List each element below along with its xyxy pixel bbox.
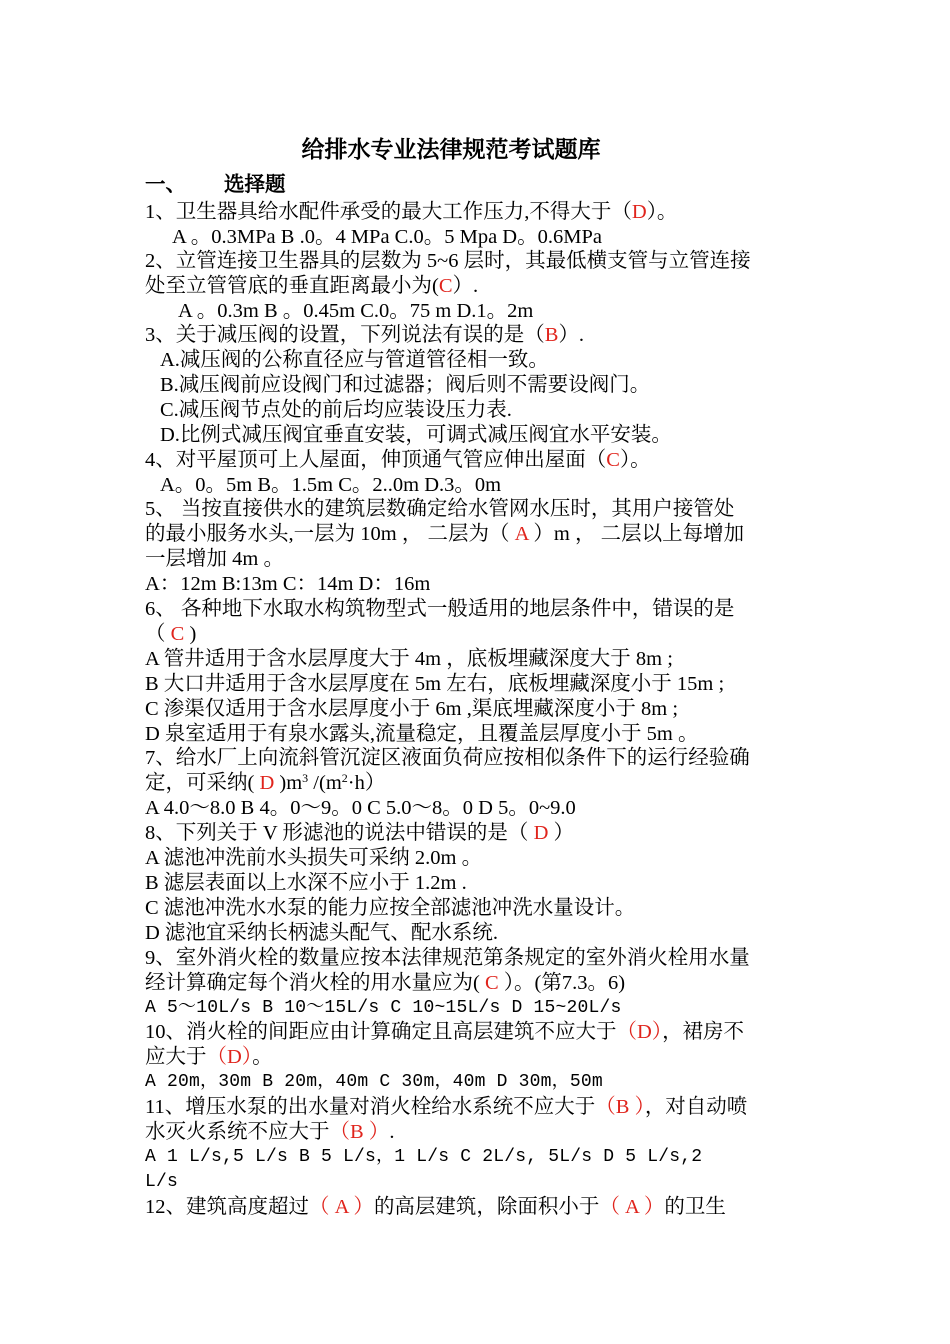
text-line — [145, 971, 625, 996]
text-line — [145, 200, 677, 225]
text-line — [145, 1070, 603, 1095]
text-line — [145, 746, 750, 771]
line-text: A.减压阀的公称直径应与管道管径相一致。 — [160, 349, 549, 371]
text-line — [145, 672, 724, 697]
line-text: ·h） — [347, 772, 386, 794]
line-text: )m — [274, 772, 303, 794]
line-text: A。0。5m B。1.5m C。2..0m D.3。0m — [160, 474, 502, 496]
text-line — [145, 497, 734, 522]
line-text: 10、消火栓的间距应由计算确定且高层建筑不应大于 — [145, 1021, 617, 1043]
line-text: 水灭火系统不应大于 — [145, 1121, 330, 1143]
line-text: A 。0.3m B 。0.45m C.0。75 m D.1。2m — [178, 300, 534, 322]
line-text: 1、卫生器具给水配件承受的最大工作压力,不得大于（ — [145, 201, 632, 223]
line-text: ，对自动喷 — [644, 1096, 748, 1118]
line-text: 5、 当按直接供水的建筑层数确定给水管网水压时，其用户接管处 — [145, 498, 735, 520]
line-text: ）m ， 二层以上每增加 — [528, 523, 745, 545]
line-text: D.比例式减压阀宜垂直安装，可调式减压阀宜水平安装。 — [160, 424, 672, 446]
line-text: ) — [184, 623, 197, 645]
answer-mark: B — [544, 324, 559, 346]
line-text: 的最小服务水头,一层为 10m ， 二层为（ — [145, 523, 515, 545]
text-line — [145, 796, 576, 821]
line-text: B 大口井适用于含水层厚度在 5m 左右，底板埋藏深度小于 15m ; — [145, 673, 725, 695]
text-line — [145, 722, 699, 747]
document-title: 给排水专业法律规范考试题库 — [301, 137, 601, 162]
line-text: A 20m，30m B 20m，40m C 30m，40m D 30m，50m — [145, 1072, 603, 1092]
text-line — [145, 1145, 702, 1170]
text-line — [178, 299, 533, 324]
text-line — [145, 547, 284, 572]
line-text: A 4.0～8.0 B 4。0～9。0 C 5.0～8。0 D 5。0~9.0 — [145, 797, 576, 819]
line-text: . — [389, 1121, 395, 1143]
text-line — [145, 1120, 394, 1145]
line-text: C 滤池冲洗水水泵的能力应按全部滤池冲洗水量设计。 — [145, 897, 636, 919]
line-text: 经计算确定每个消火栓的用水量应为( — [145, 972, 485, 994]
text-line — [145, 821, 574, 846]
section-heading — [145, 173, 286, 198]
text-line — [145, 448, 651, 473]
answer-mark: C — [606, 449, 620, 471]
text-line — [160, 348, 549, 373]
text-line — [145, 946, 750, 971]
line-text: 应大于 — [145, 1046, 207, 1068]
text-line — [145, 323, 584, 348]
line-text: D 滤池宜采纳长柄滤头配气、配水系统. — [145, 922, 499, 944]
line-text: 的卫生 — [664, 1196, 726, 1218]
text-line — [172, 225, 602, 250]
line-text: A 。0.3MPa B .0。4 MPa C.0。5 Mpa D。0.6MPa — [172, 226, 602, 248]
line-text: 4、对平屋顶可上人屋面，伸顶通气管应伸出屋面（ — [145, 449, 607, 471]
line-text: C.减压阀节点处的前后均应装设压力表. — [160, 399, 512, 421]
text-line — [145, 1045, 273, 1070]
answer-mark: A — [514, 523, 529, 545]
text-line — [145, 871, 467, 896]
line-text: ）。 — [619, 449, 651, 471]
line-text: 7、给水厂上向流斜管沉淀区液面负荷应按相似条件下的运行经验确 — [145, 747, 750, 769]
line-text: A：12m B:13m C：14m D：16m — [145, 573, 431, 595]
text-line — [145, 846, 482, 871]
answer-mark: D — [259, 772, 275, 794]
text-line — [145, 572, 430, 597]
line-text: ）。(第7.3。6) — [498, 972, 626, 994]
line-text: B 滤层表面以上水深不应小于 1.2m . — [145, 872, 467, 894]
answer-mark: D — [533, 822, 549, 844]
line-text: /(m — [308, 772, 342, 794]
text-line — [160, 473, 501, 498]
line-text: ）. — [558, 324, 585, 346]
text-line — [145, 597, 734, 622]
text-line — [145, 1095, 747, 1120]
text-line — [145, 622, 196, 647]
line-text: 3、关于减压阀的设置，下列说法有误的是（ — [145, 324, 545, 346]
text-line — [145, 1170, 178, 1195]
answer-mark: （D） — [616, 1021, 663, 1043]
line-text: ） — [548, 822, 574, 844]
line-text: A 1 L/s,5 L/s B 5 L/s，1 L/s C 2L/s, 5L/s D 5 L/s,2 — [145, 1147, 703, 1167]
line-text: ）. — [452, 275, 479, 297]
text-line — [145, 274, 478, 299]
answer-mark: C — [170, 623, 185, 645]
line-text: A 管井适用于含水层厚度大于 4m ，底板埋藏深度大于 8m ; — [145, 648, 673, 670]
text-line — [145, 647, 673, 672]
answer-mark: C — [438, 275, 453, 297]
answer-mark: （ A ） — [599, 1196, 665, 1218]
text-line — [145, 896, 635, 921]
line-text: 的高层建筑，除面积小于 — [373, 1196, 600, 1218]
line-text: 8、下列关于 V 形滤池的说法中错误的是（ — [145, 822, 534, 844]
superscript: 3 — [302, 771, 309, 785]
answer-mark: （ A ） — [309, 1196, 374, 1218]
answer-mark: D — [631, 201, 647, 223]
line-text: B.减压阀前应设阀门和过滤器；阀后则不需要设阀门。 — [160, 374, 651, 396]
line-text: （ — [145, 623, 171, 645]
line-text: ）。 — [646, 201, 678, 223]
answer-mark: C — [484, 972, 499, 994]
text-line — [145, 921, 498, 946]
text-line — [160, 423, 672, 448]
line-text: 。 — [252, 1046, 273, 1068]
text-line — [145, 522, 744, 547]
line-text: 6、 各种地下水取水构筑物型式一般适用的地层条件中，错误的是 — [145, 598, 735, 620]
answer-mark: （D） — [206, 1046, 253, 1068]
superscript: 2 — [341, 771, 348, 785]
text-line — [160, 398, 512, 423]
line-text: A 滤池冲洗前水头损失可采纳 2.0m 。 — [145, 847, 483, 869]
answer-mark: （B ） — [329, 1121, 390, 1143]
line-text: 定，可采纳( — [145, 772, 260, 794]
line-text: 处至立管管底的垂直距离最小为( — [145, 275, 439, 297]
text-line — [145, 697, 678, 722]
text-line — [160, 373, 650, 398]
line-text: 12、建筑高度超过 — [145, 1196, 309, 1218]
text-line — [145, 771, 385, 796]
line-text: D 泉室适用于有泉水露头,流量稳定，且覆盖层厚度小于 5m 。 — [145, 723, 699, 745]
line-text: 9、室外消火栓的数量应按本法律规范第条规定的室外消火栓用水量 — [145, 947, 750, 969]
text-line — [145, 1020, 744, 1045]
line-text: 11、增压水泵的出水量对消火栓给水系统不应大于 — [145, 1096, 596, 1118]
section-label: 选择题 — [224, 174, 286, 196]
text-line — [145, 249, 751, 274]
line-text: ，裙房不 — [662, 1021, 745, 1043]
section-number: 一、 — [145, 174, 186, 196]
line-text: L/s — [145, 1172, 179, 1192]
answer-mark: （B ） — [595, 1096, 645, 1118]
line-text: C 渗渠仅适用于含水层厚度小于 6m ,渠底埋藏深度小于 8m ; — [145, 698, 679, 720]
text-line — [145, 996, 621, 1021]
line-text: 一层增加 4m 。 — [145, 548, 284, 570]
line-text: 2、立管连接卫生器具的层数为 5~6 层时，其最低横支管与立管连接 — [145, 250, 751, 272]
text-line — [145, 1195, 726, 1220]
line-text: A 5～10L/s B 10～15L/s C 10~15L/s D 15~20L/s — [145, 998, 622, 1018]
